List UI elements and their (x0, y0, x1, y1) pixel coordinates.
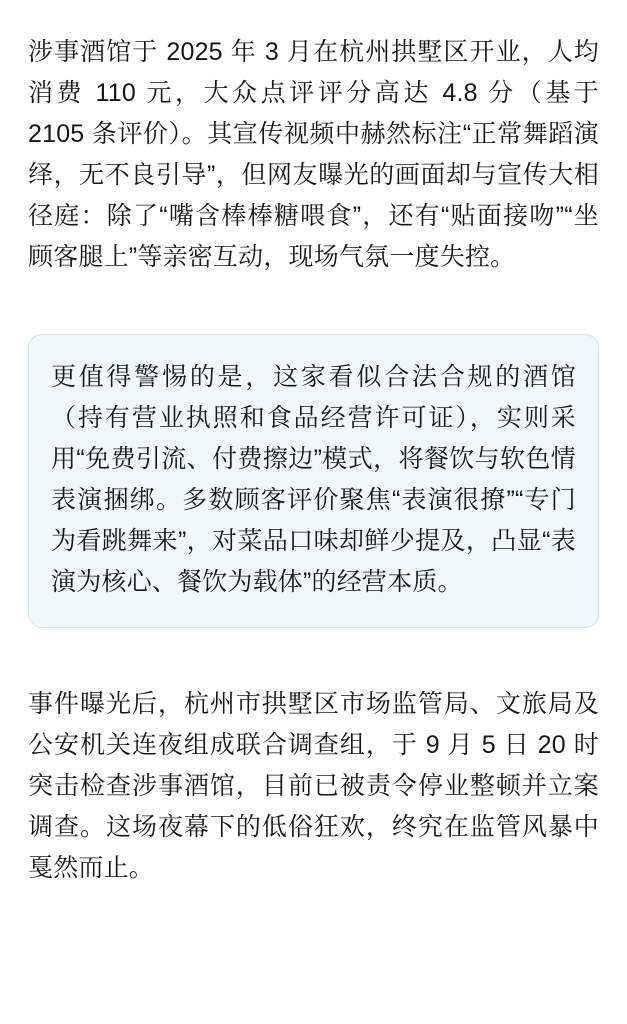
highlight-callout (28, 334, 599, 628)
paragraph-intro: 涉事酒馆于 2025 年 3 月在杭州拱墅区开业，人均消费 110 元，大众点评评分高达 4.8 分（基于 2105 条评价）。其宣传视频中赫然标注“正常舞蹈演绎，无不良引导”，但网友曝光的画面却与宣传大相径庭：除了“嘴含棒棒糖喂食”，还有“贴面接吻”“坐顾客腿上”等亲密互动，现场气氛一度失控。 (28, 38, 607, 271)
bottom-spacer (28, 889, 599, 1004)
paragraph-callout: 更值得警惕的是，这家看似合法合规的酒馆（持有营业执照和食品经营许可证），实则采用“免费引流、付费擦边”模式，将餐饮与软色情表演捆绑。多数顾客评价聚焦“表演很撩”“专门为看跳舞来”，对菜品口味却鲜少提及，凸显“表演为核心、餐饮为载体”的经营本质。 (51, 363, 576, 596)
paragraph-conclusion: 事件曝光后，杭州市拱墅区市场监管局、文旅局及公安机关连夜组成联合调查组，于 9 月 5 日 20 时突击检查涉事酒馆，目前已被责令停业整顿并立案调查。这场夜幕下的低俗狂欢，终究在监管风暴中戛然而止。 (28, 690, 599, 882)
